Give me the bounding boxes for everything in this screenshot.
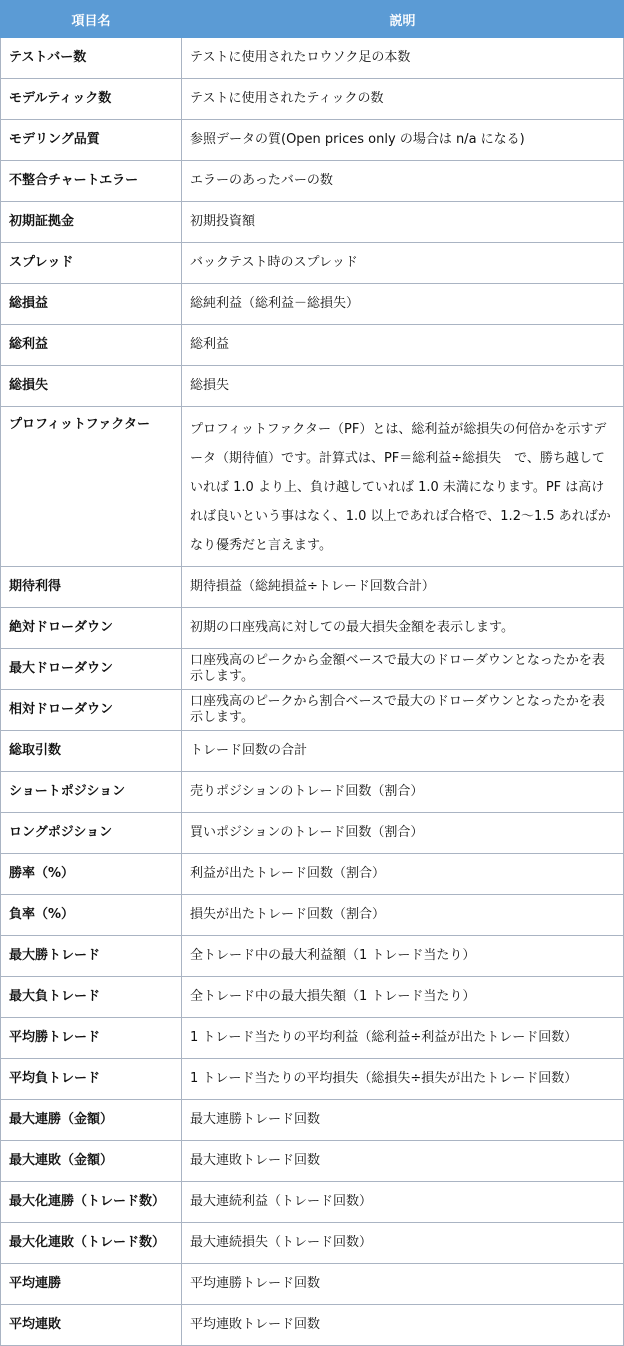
table-row (1, 407, 624, 567)
metric-name: テストバー数 (1, 38, 182, 79)
table-row (1, 325, 624, 366)
metric-name: モデルティック数 (1, 79, 182, 120)
table-row (1, 1059, 624, 1100)
table-row (1, 977, 624, 1018)
metric-description: テストに使用されたティックの数 (182, 79, 624, 120)
metric-description: 総損失 (182, 366, 624, 407)
table-row (1, 243, 624, 284)
metric-description: 損失が出たトレード回数（割合） (182, 895, 624, 936)
metric-name: 最大化連敗（トレード数） (1, 1223, 182, 1264)
table-row (1, 1182, 624, 1223)
metric-name: 総損益 (1, 284, 182, 325)
table-row (1, 649, 624, 690)
table-row (1, 1018, 624, 1059)
table-row (1, 1100, 624, 1141)
table-row (1, 567, 624, 608)
table-row (1, 1141, 624, 1182)
metric-name: 総利益 (1, 325, 182, 366)
table-row (1, 772, 624, 813)
metric-description: バックテスト時のスプレッド (182, 243, 624, 284)
table-row (1, 38, 624, 79)
metric-name: 最大勝トレード (1, 936, 182, 977)
metric-description: 総利益 (182, 325, 624, 366)
column-header-item: 項目名 (1, 1, 182, 38)
metric-description: 全トレード中の最大損失額（1 トレード当たり） (182, 977, 624, 1018)
table-row (1, 1264, 624, 1305)
metric-description: 最大連続損失（トレード回数） (182, 1223, 624, 1264)
table-row (1, 813, 624, 854)
metric-name: ショートポジション (1, 772, 182, 813)
metric-description: 総純利益（総利益－総損失） (182, 284, 624, 325)
metric-name: 最大化連勝（トレード数） (1, 1182, 182, 1223)
metric-description: エラーのあったバーの数 (182, 161, 624, 202)
metric-description: テストに使用されたロウソク足の本数 (182, 38, 624, 79)
metric-description: 初期の口座残高に対しての最大損失金額を表示します。 (182, 608, 624, 649)
metric-description: 口座残高のピークから金額ベースで最大のドローダウンとなったかを表示します。 (182, 649, 624, 690)
table-row (1, 936, 624, 977)
table-row (1, 202, 624, 243)
table-row (1, 1223, 624, 1264)
column-header-description: 説明 (182, 1, 624, 38)
metric-description: 最大連勝トレード回数 (182, 1100, 624, 1141)
metric-description: 口座残高のピークから割合ベースで最大のドローダウンとなったかを表示します。 (182, 690, 624, 731)
metric-name: 相対ドローダウン (1, 690, 182, 731)
table-row (1, 895, 624, 936)
metric-description: 買いポジションのトレード回数（割合） (182, 813, 624, 854)
metric-name: 平均連敗 (1, 1305, 182, 1346)
metric-name: 勝率（%） (1, 854, 182, 895)
metric-name: 期待利得 (1, 567, 182, 608)
table-row (1, 120, 624, 161)
metric-name: 総取引数 (1, 731, 182, 772)
metric-name: スプレッド (1, 243, 182, 284)
metric-name: 最大負トレード (1, 977, 182, 1018)
metric-description: 平均連敗トレード回数 (182, 1305, 624, 1346)
table-row (1, 690, 624, 731)
metric-name: 最大連勝（金額） (1, 1100, 182, 1141)
table-row (1, 731, 624, 772)
metric-name: 不整合チャートエラー (1, 161, 182, 202)
metric-name: 最大ドローダウン (1, 649, 182, 690)
metric-description: 期待損益（総純損益÷トレード回数合計） (182, 567, 624, 608)
metric-name: プロフィットファクター (1, 407, 182, 567)
metric-description: 最大連続利益（トレード回数） (182, 1182, 624, 1223)
metric-name: 最大連敗（金額） (1, 1141, 182, 1182)
table-row (1, 608, 624, 649)
metric-description: 参照データの質(Open prices only の場合は n/a になる) (182, 120, 624, 161)
table-row (1, 854, 624, 895)
metric-name: 平均負トレード (1, 1059, 182, 1100)
metric-description: 全トレード中の最大利益額（1 トレード当たり） (182, 936, 624, 977)
metric-name: 絶対ドローダウン (1, 608, 182, 649)
metric-description: 1 トレード当たりの平均損失（総損失÷損失が出たトレード回数） (182, 1059, 624, 1100)
metric-name: 総損失 (1, 366, 182, 407)
metric-description: 最大連敗トレード回数 (182, 1141, 624, 1182)
table-row (1, 79, 624, 120)
metric-description: 利益が出たトレード回数（割合） (182, 854, 624, 895)
metric-description: 平均連勝トレード回数 (182, 1264, 624, 1305)
metric-description: 1 トレード当たりの平均利益（総利益÷利益が出たトレード回数） (182, 1018, 624, 1059)
metric-description: 初期投資額 (182, 202, 624, 243)
metric-description: トレード回数の合計 (182, 731, 624, 772)
metric-description: プロフィットファクター（PF）とは、総利益が総損失の何倍かを示すデータ（期待値）です。計算式は、PF＝総利益÷総損失 で、勝ち越していれば 1.0 より上、負け越していれば 1.0 未満になります。PF は高ければ良いという事はなく、1.0 以上であれば合格で、1.2〜1.5 あればかなり優秀だと言えます。 (182, 407, 624, 567)
metric-description: 売りポジションのトレード回数（割合） (182, 772, 624, 813)
table-row (1, 161, 624, 202)
metric-name: 平均勝トレード (1, 1018, 182, 1059)
table-header-row (1, 1, 624, 38)
table-row (1, 1305, 624, 1346)
metric-name: モデリング品質 (1, 120, 182, 161)
metric-name: ロングポジション (1, 813, 182, 854)
metric-name: 負率（%） (1, 895, 182, 936)
metric-name: 平均連勝 (1, 1264, 182, 1305)
table-row (1, 366, 624, 407)
metric-name: 初期証拠金 (1, 202, 182, 243)
table-row (1, 284, 624, 325)
